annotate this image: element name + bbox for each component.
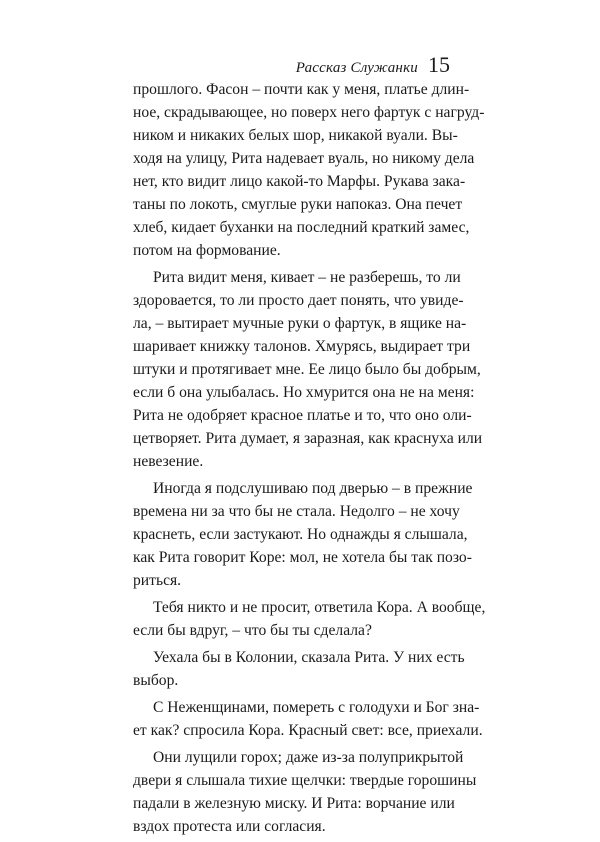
- text-line: краснеть, если застукают. Но однажды я слышала,: [133, 526, 468, 543]
- running-title: Рассказ Служанки: [295, 60, 418, 76]
- paragraph: [133, 266, 483, 473]
- text-line: С Неженщинами, помереть с голодухи и Бог зна-: [153, 699, 480, 716]
- text-line: двери я слышала тихие щелчки: твердые горошины: [133, 772, 477, 789]
- text-line: ное, скрадывающее, но поверх него фартук с нагруд-: [133, 104, 485, 121]
- text-line: падали в железную миску. И Рита: ворчание или: [133, 795, 455, 812]
- text-line: ет как? спросила Кора. Красный свет: все, приехали.: [133, 722, 483, 739]
- text-line: как Рита говорит Коре: мол, не хотела бы так позо-: [133, 549, 472, 566]
- running-header: [296, 52, 450, 78]
- text-line: Уехала бы в Колонии, сказала Рита. У них есть: [153, 649, 465, 666]
- text-line: таны по локоть, смуглые руки напоказ. Она печет: [133, 196, 463, 213]
- text-line: если б она улыбалась. Но хмурится она не на меня:: [133, 384, 475, 401]
- text-line: Они лущили горох; даже из-за полуприкрытой: [153, 749, 464, 766]
- text-line: прошлого. Фасон – почти как у меня, платье длин-: [133, 81, 470, 98]
- text-line: ла, – вытирает мучные руки о фартук, в ящике на-: [133, 315, 467, 332]
- paragraph: [133, 78, 485, 262]
- text-line: штуки и протягивает мне. Ее лицо было бы добрым,: [133, 361, 481, 378]
- paragraph: [133, 696, 483, 742]
- paragraph: [133, 746, 477, 838]
- page-number: 15: [428, 52, 450, 77]
- text-line: хлеб, кидает буханки на последний краткий замес,: [133, 219, 470, 236]
- text-line: здоровается, то ли просто дает понять, что увиде-: [133, 292, 464, 309]
- text-line: Рита видит меня, кивает – не разберешь, то ли: [153, 269, 461, 286]
- text-line: Тебя никто и не просит, ответила Кора. А вообще,: [153, 599, 486, 616]
- text-line: риться.: [133, 572, 182, 589]
- text-line: невезение.: [133, 453, 204, 470]
- text-line: Иногда я подслушиваю под дверью – в прежние: [153, 480, 473, 497]
- text-line: нет, кто видит лицо какой-то Марфы. Рукава зака-: [133, 173, 466, 190]
- text-line: если бы вдруг, – что бы ты сделала?: [133, 622, 372, 639]
- text-line: выбор.: [133, 672, 179, 689]
- paragraph: [133, 477, 473, 592]
- text-line: ником и никаких белых шор, никакой вуали. Вы-: [133, 127, 458, 144]
- paragraph: [133, 646, 465, 692]
- body-text: [133, 78, 486, 842]
- text-line: потом на формование.: [133, 242, 281, 259]
- text-line: вздох протеста или согласия.: [133, 818, 326, 835]
- text-line: цетворяет. Рита думает, я заразная, как краснуха или: [133, 430, 483, 447]
- paragraph: [133, 596, 486, 642]
- text-line: времена ни за что бы не стала. Недолго – не хочу: [133, 503, 460, 520]
- text-line: Рита не одобряет красное платье и то, что оно оли-: [133, 407, 472, 424]
- text-line: шаривает книжку талонов. Хмурясь, выдирает три: [133, 338, 471, 355]
- text-line: ходя на улицу, Рита надевает вуаль, но никому дела: [133, 150, 475, 167]
